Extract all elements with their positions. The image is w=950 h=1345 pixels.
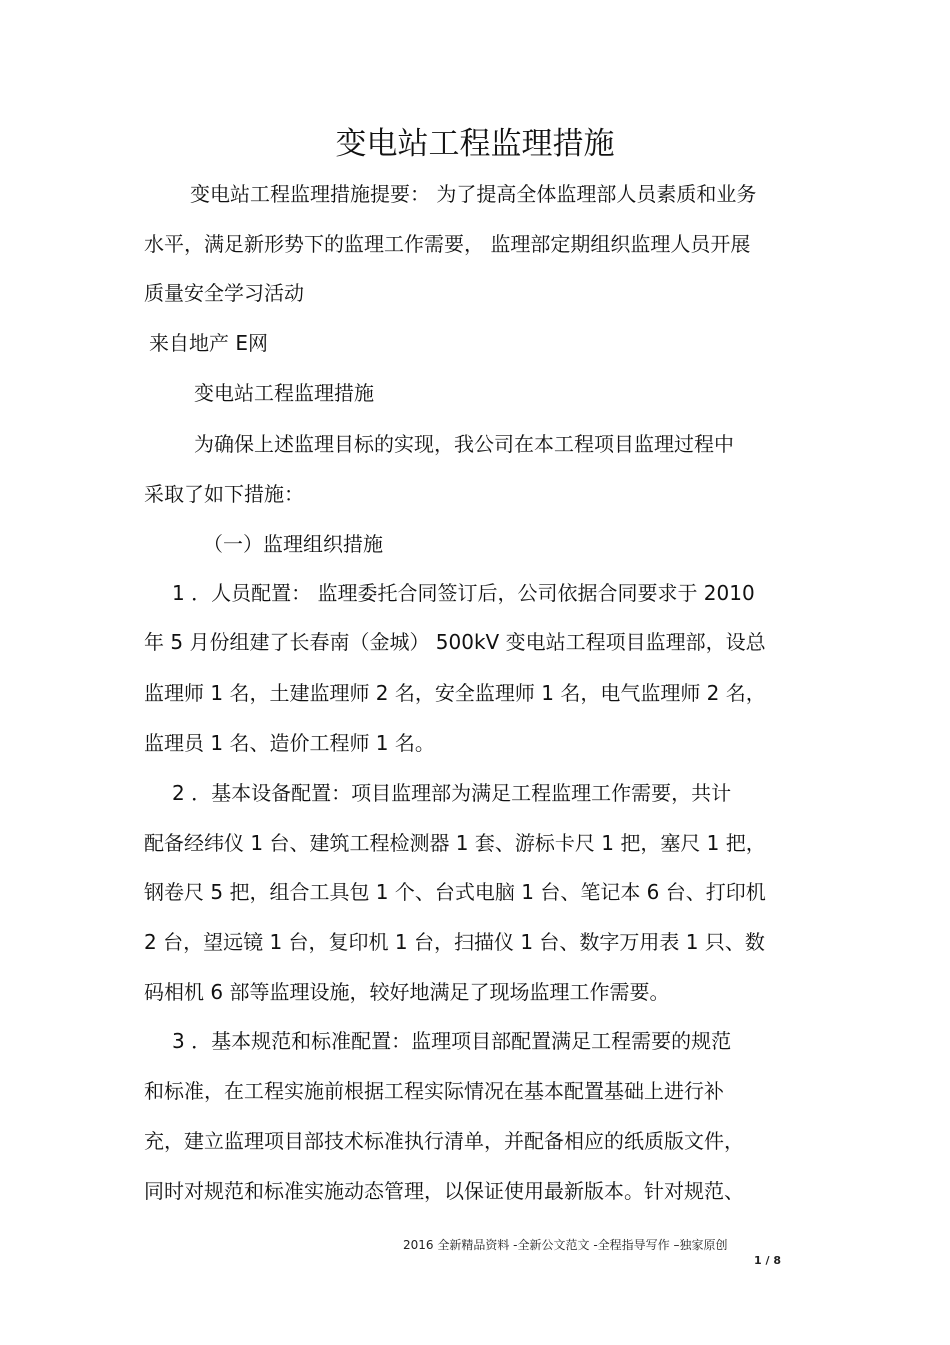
paragraph-line: 年 5 月份组建了长春南（金城） 500kV 变电站工程项目监理部，设总 [144,630,766,654]
paragraph-line: 充，建立监理项目部技术标准执行清单，并配备相应的纸质版文件， [144,1129,744,1153]
paragraph-line: 监理员 1 名、造价工程师 1 名。 [144,731,435,755]
paragraph-line: 同时对规范和标准实施动态管理，以保证使用最新版本。针对规范、 [144,1179,744,1203]
document-title: 变电站工程监理措施 [335,126,615,162]
paragraph-line: 2 台，望远镜 1 台，复印机 1 台，扫描仪 1 台、数字万用表 1 只、数 [144,930,765,954]
paragraph-line: 码相机 6 部等监理设施，较好地满足了现场监理工作需要。 [144,980,670,1004]
paragraph-line: 1 ．人员配置： 监理委托合同签订后，公司依据合同要求于 2010 [172,581,755,605]
section-heading: （一）监理组织措施 [203,532,383,556]
paragraph-line: 采取了如下措施： [144,482,304,506]
paragraph-line: 3 ．基本规范和标准配置：监理项目部配置满足工程需要的规范 [172,1029,732,1053]
paragraph-line: 变电站工程监理措施提要： 为了提高全体监理部人员素质和业务 [190,182,757,206]
subheading: 变电站工程监理措施 [194,381,374,405]
paragraph-line: 和标准，在工程实施前根据工程实际情况在基本配置基础上进行补 [144,1079,724,1103]
page-number: 1 / 8 [754,1254,781,1267]
paragraph-line: 质量安全学习活动 [144,281,304,305]
paragraph-line: 监理师 1 名，土建监理师 2 名，安全监理师 1 名，电气监理师 2 名， [144,681,766,705]
paragraph-line: 水平，满足新形势下的监理工作需要， 监理部定期组织监理人员开展 [144,232,751,256]
footer-note: 2016 全新精品资料 -全新公文范文 -全程指导写作 –独家原创 [403,1238,728,1252]
source-line: 来自地产 E网 [149,331,268,355]
paragraph-line: 钢卷尺 5 把，组合工具包 1 个、台式电脑 1 台、笔记本 6 台、打印机 [144,880,766,904]
paragraph-line: 2 ．基本设备配置：项目监理部为满足工程监理工作需要，共计 [172,781,732,805]
paragraph-line: 配备经纬仪 1 台、建筑工程检测器 1 套、游标卡尺 1 把，塞尺 1 把， [144,831,766,855]
paragraph-line: 为确保上述监理目标的实现，我公司在本工程项目监理过程中 [194,432,734,456]
